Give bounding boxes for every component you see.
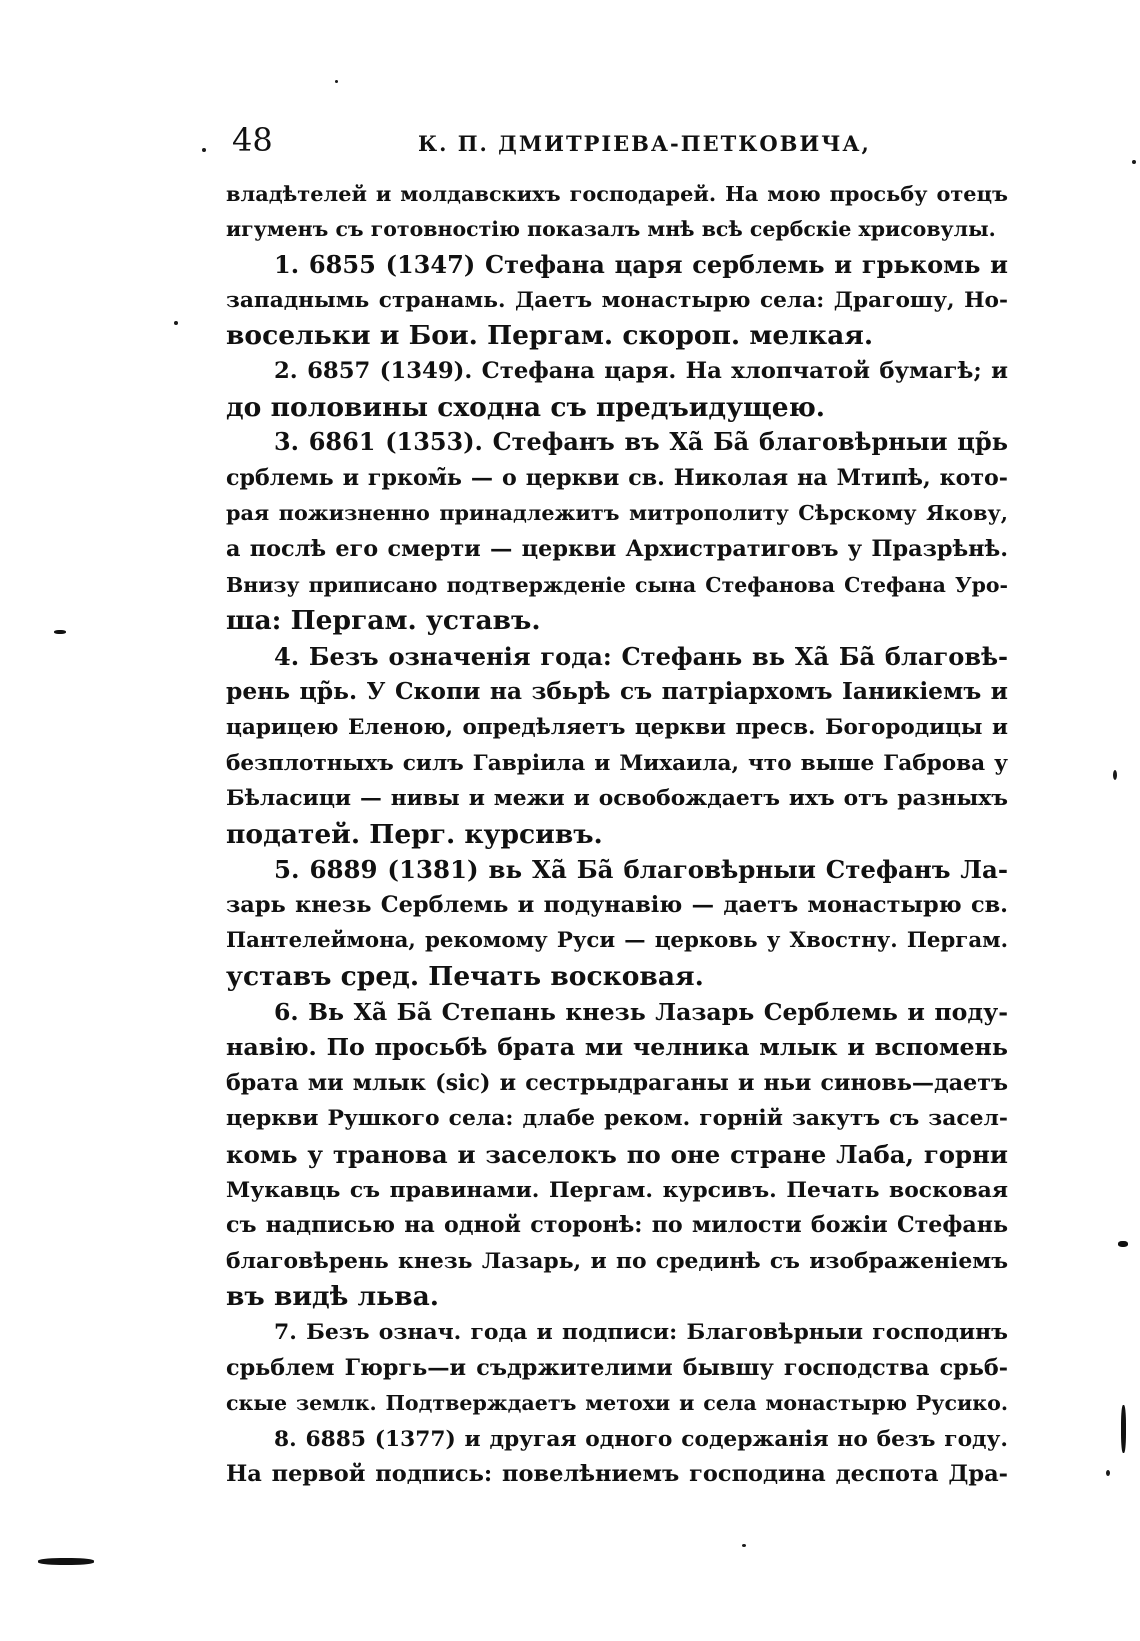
text-line: церкви Рушкого села: длабе реком. горній закутъ съ засел- — [226, 1106, 1008, 1132]
text-line: западнымь странамь. Даетъ монастырю села: Драгошу, Но- — [226, 287, 1008, 313]
text-line: владѣтелей и молдавскихъ господарей. На мою просьбу отецъ — [226, 181, 1008, 206]
text-line: Пантелеймона, рекомому Руси — церковь у Хвостну. Пергам. — [226, 928, 1008, 954]
text-line: до половины сходна съ предъидущею. — [226, 391, 825, 423]
entry-8-line: 8. 6885 (1377) и другая одного содержанія но безъ году. — [274, 1426, 1008, 1452]
text-line: Бѣласици — нивы и межи и освобождаетъ ихъ отъ разныхъ — [226, 786, 1008, 812]
text-line: зарь кнезь Серблемь и подунавію — даетъ монастырю св. — [226, 891, 1008, 918]
text-line: Внизу приписано подтвержденіе сына Стефанова Стефана Уро- — [226, 572, 1008, 597]
scan-speck — [335, 80, 338, 83]
entry-1-line: 1. 6855 (1347) Стефана царя серблемь и грькомь и — [274, 250, 1008, 280]
text-line: Мукавць съ правинами. Пергам. курсивъ. Печать восковая — [226, 1176, 1008, 1203]
text-line: комь у транова и заселокъ по оне стране Лаба, горни — [226, 1140, 1008, 1170]
text-line: На первой подпись: повелѣниемъ господина деспота Дра- — [226, 1461, 1008, 1488]
entry-5-line: 5. 6889 (1381) вь Ха̃ Ба̃ благовѣрныи Стефанъ Ла- — [274, 855, 1008, 885]
text-line: безплотныхъ силъ Гавріила и Михаила, что выше Габрова у — [226, 750, 1008, 776]
text-line: срьблем Гюргь—и съдржителими бывшу господства срьб- — [226, 1354, 1008, 1381]
text-line: въ видѣ льва. — [226, 1281, 440, 1313]
text-line: уставъ сред. Печать восковая. — [226, 961, 704, 993]
entry-6-line: 6. Вь Ха̃ Ба̃ Степань кнезь Лазарь Серблемь и поду- — [274, 997, 1008, 1026]
scan-speck — [174, 321, 178, 325]
text-line: срблемь и грком̃ь — о церкви св. Николая на Мтипѣ, кото- — [226, 464, 1008, 491]
text-line: царицею Еленою, опредѣляетъ церкви пресв. Богородицы и — [226, 714, 1008, 740]
text-line: съ надписью на одной сторонѣ: по милости божіи Стефань — [226, 1212, 1008, 1239]
scan-speck — [1106, 1470, 1110, 1476]
text-line: восельки и Бои. Пергам. скороп. мелкая. — [226, 320, 874, 352]
page-number: 48 — [232, 121, 273, 159]
text-line: брата ми млык (sic) и сестрыдраганы и ньи синовь—даетъ — [226, 1069, 1008, 1096]
scan-speck — [742, 1544, 746, 1547]
margin-mark — [54, 630, 66, 634]
text-line: скые землк. Подтверждаетъ метохи и села монастырю Русико. — [226, 1391, 1008, 1416]
text-line: рая пожизненно принадлежитъ митрополиту Сѣрскому Якову, — [226, 501, 1008, 526]
text-line: благовѣрень кнезь Лазарь, и по срединѣ съ изображеніемъ — [226, 1247, 1008, 1274]
entry-2-line: 2. 6857 (1349). Стефана царя. На хлопчатой бумагѣ; и — [274, 357, 1008, 384]
page-body-text — [226, 176, 1008, 1493]
text-line: игуменъ съ готовностію показалъ мнѣ всѣ сербскіе хрисовулы. — [226, 216, 996, 241]
scan-speck — [1113, 770, 1117, 780]
text-line: рень цр̃ь. У Скопи на збьрѣ съ патріархомъ Іаникіемъ и — [226, 677, 1008, 706]
margin-mark — [1121, 1405, 1126, 1453]
entry-4-line: 4. Безъ означенія года: Стефань вь Ха̃ Ба̃ благовѣ- — [274, 641, 1008, 671]
text-line: ша: Пергам. уставъ. — [226, 605, 541, 637]
margin-mark — [38, 1558, 94, 1565]
entry-7-line: 7. Безъ означ. года и подписи: Благовѣрныи господинъ — [274, 1319, 1008, 1345]
text-line: а послѣ его смерти — церкви Архистратиговъ у Празрѣнѣ. — [226, 535, 1008, 562]
running-title: К. П. ДМИТРІЕВА-ПЕТКОВИЧА, — [418, 131, 871, 156]
scan-speck — [1132, 160, 1136, 164]
entry-3-line: 3. 6861 (1353). Стефанъ въ Ха̃ Ба̃ благовѣрныи цр̃ь — [274, 428, 1008, 457]
scan-speck — [202, 148, 206, 152]
text-line: навію. По просьбѣ брата ми челника млык и вспомень — [226, 1033, 1008, 1062]
margin-mark — [1118, 1241, 1128, 1247]
text-line: податей. Перг. курсивъ. — [226, 818, 603, 850]
